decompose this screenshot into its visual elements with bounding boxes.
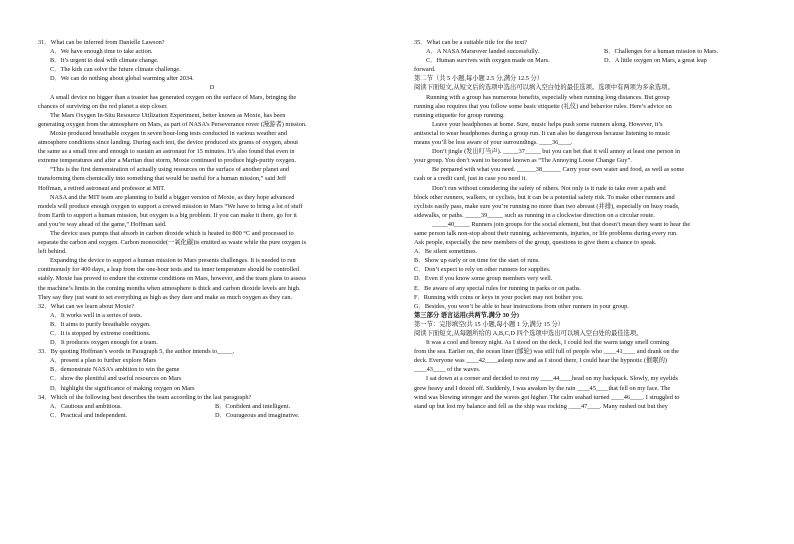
passage-d-line: “This is the first demonstration of actually using resources on the surface of another planet and (50, 166, 290, 174)
section-2-passage-line: running also requires that you follow some basic etiquette (礼仪) and behavior rules. Here’s advice on (414, 102, 672, 110)
section-2-passage-line: running etiquette for group running. (414, 111, 505, 119)
passage-d-line: Moxie produced breathable oxygen in seven hour-long tests conducted in various weather and (50, 129, 287, 137)
passage-d-line: transforming them chemically into something that would be useful for a human mission,” said Jeff (38, 175, 287, 183)
passage-d-letter: D (209, 84, 215, 92)
question-33-stem: 33．By quoting Hoffman’s words in Paragraph 5, the author intends to_____. (38, 348, 235, 356)
question-35-stem: 35．What can be a suitable title for the text? (414, 39, 527, 46)
q33-option-d: D．highlight the significance of making oxygen on Mars (50, 384, 195, 392)
cloze-passage-line: deck. Everyone was ____42____asleep now and as I stood there, I could hear the hypnotic (催眠的) (414, 357, 668, 365)
section-2-passage-line: same person talk non-stop about their running, achievements, injuries, or life problems during every run. (414, 229, 678, 237)
q32-option-c: C．It is stopped by extreme conditions. (50, 330, 151, 337)
q34-option-a: A．Cautious and ambitious. (50, 402, 122, 410)
cloze-passage-line: It was a cool and breezy night. As I stood on the deck, I could feel the warm tangy smell coming (426, 339, 670, 347)
cloze-passage-line: ____43____ of the waves. (414, 366, 481, 374)
passage-d-line: Hoffman, a retired astronaut and professor at MIT. (38, 184, 166, 192)
cloze-passage-line: stand up but lost my balance and fell as the ship was rocking ____47____. Many rushed out but they (414, 402, 668, 410)
q32-option-d: D．It produces oxygen enough for a team. (50, 339, 158, 347)
section-2-passage-line: means you’ll be less aware of your surroundings. ____36____. (414, 139, 573, 147)
q34-option-d: D．Courageous and imaginative. (215, 411, 300, 419)
section-2-passage-line: Ask people, especially the new members of the group, questions to give them a chance to speak. (414, 239, 657, 247)
section-2-passage-line: Be prepared with what you need. ______38______ Carry your own water and food, as well as some (432, 166, 685, 174)
section-2-option-c: C．Don’t expect to rely on other runners for supplies. (414, 266, 551, 274)
section-2-option-d: D．Even if you know some group members very well. (414, 275, 553, 283)
passage-d-line: and you’re way ahead of the game,” Hoffman said. (38, 220, 167, 228)
section-2-passage-line: cyclists easily pass, make sure you’re running no more than two abreast (并排), especially on busy roads, (414, 202, 680, 210)
passage-d-line: The Mars Oxygen In-Situ Resource Utilization Experiment, better known as Moxie, has been (50, 111, 286, 119)
passage-d-line: They say they just want to set everything as high as they dare and make as much oxygen as they can. (38, 293, 293, 301)
passage-d-line: atmosphere conditions since landing. During each test, the device produced six grams of oxygen, about (38, 139, 299, 147)
passage-d-line: models will produce enough oxygen to support a crewed mission to Mars “We have to bring a lot of stuff (38, 202, 303, 210)
section-2-passage-line: Running with a group has numerous benefits, especially when running long distances. But group (426, 93, 670, 101)
q33-option-a: A．present a plan to further explore Mars (50, 357, 156, 365)
passage-d-line: separate the carbon and oxygen. Carbon monoxide(一氧化碳)is emitted as waste while the pure oxygen is (38, 239, 307, 247)
cloze-passage-line: I sat down at a corner and decided to rest my ____44____head on my backpack. Slowly, my eyelids (426, 375, 678, 383)
passage-d-line: the same as a small tree and enough to sustain an astronaut for 15 minutes. It’s also found that even in (38, 148, 295, 156)
q33-option-c: C．show the plentiful and useful resources on Mars (50, 375, 182, 383)
section-2-passage-line: Don’t jingle (发出叮当声). _____37_____ but you can bet that it will annoy at least one person in (432, 148, 681, 156)
q35-option-c: C．Human survives with oxygen made on Mars. (426, 57, 550, 65)
part-3-title: 第三部分 语言运用(共两节,满分 30 分) (414, 311, 519, 319)
section-2-option-e: E．Be aware of any special rules for running in parks or on paths. (414, 284, 581, 292)
passage-d-line: generating oxygen from the atmosphere on Mars, as part of NASA’s Perseverance rover (漫游者) mission. (38, 120, 307, 128)
passage-d-line: A small device no bigger than a toaster has generated oxygen on the surface of Mars, bringing the (50, 93, 297, 101)
section-2-passage-line: _____40_____ Runners join groups for the social element, but that doesn’t mean they want to hear the (432, 220, 691, 228)
q34-option-c: C．Practical and independent. (50, 411, 128, 419)
section-2-title: 第二节（共 5 小题,每小题 2.5 分,满分 12.5 分） (414, 75, 544, 83)
section-2-passage-line: block other runners, walkers, or cyclists, but it can be a potential safety risk. To make other runners and (414, 193, 675, 201)
cloze-passage-line: grew heavy and I dozed off. Suddenly, I was awaken by the rain ____45____that fell on my face. The (414, 384, 671, 392)
passage-d-line: extreme temperatures and after a Martian dust storm, Moxie continued to produce high-purity oxygen. (38, 157, 296, 165)
section-2-option-a: A．Be silent sometimes. (414, 248, 478, 256)
question-31-stem: 31．What can be inferred from Danielle Lawson? (38, 39, 165, 46)
section-2-option-b: B．Show up early or on time for the start of runs. (414, 257, 540, 265)
passage-d-line: Expanding the device to support a human mission to Mars presents challenges. It is needed to run (50, 257, 296, 265)
q35-option-b: B．Challenges for a human mission to Mars. (604, 48, 719, 56)
section-2-option-f: F．Running with coins or keys in your pocket may not bother you. (414, 293, 584, 301)
q32-option-a: A．It works well in a series of tests. (50, 311, 142, 319)
q34-options-row-1 (38, 402, 386, 411)
q31-option-c: C．The kids can solve the future climate challenge. (50, 66, 181, 74)
passage-d-line: left behind. (38, 248, 67, 256)
q34-options-row-2 (38, 411, 386, 420)
q35-options-row-2 (414, 56, 764, 65)
section-2-passage-line: antisocial to wear headphones during a group run. It can also be dangerous because listening to music (414, 129, 671, 137)
q32-option-b: B．It aims to purify breathable oxygen. (50, 320, 151, 328)
passage-d-line: The device uses pumps that absorb in carbon dioxide which is heated to 800 °C and processed to (50, 229, 294, 237)
question-32-stem: 32．What can we learn about Moxie? (38, 302, 134, 310)
q35-option-a: A．A NASA Marsrover landed successfully. (426, 48, 540, 56)
q35-option-d-wrap: forward. (414, 66, 436, 74)
q31-option-b: B．It’s urgent to deal with climate change. (50, 57, 159, 65)
q35-option-d: D．A little oxygen on Mars, a great leap (604, 57, 707, 65)
section-2-option-g: G．Besides, you won’t be able to hear instructions from other runners in your group. (414, 302, 629, 310)
section-2-passage-line: sidewalks, or paths. _____39_____ such as running in a clockwise direction on a circular route. (414, 211, 655, 219)
left-column (38, 38, 386, 420)
passage-d-line: stably. Moxie has proved to endure the extreme conditions on Mars, however, and the team plans to assess (38, 275, 306, 283)
section-2-passage-line: Don’t run without considering the safety of others. Not only is it rude to take over a path and (432, 184, 666, 192)
passage-d-line: NASA and the MIT team are planning to build a bigger version of Moxie, as they hope advanced (50, 193, 295, 201)
part-3-instructions: 阅读下面短文,从每题所给的 A,B,C,D 四个选项中选出可以填入空白处的最佳选项。 (414, 330, 643, 337)
section-2-passage-line: your group. You don’t want to become known as “The Annoying Loose Change Guy”. (414, 157, 632, 165)
passage-d-line: from Earth to support a human mission, but oxygen is a big problem. If you can make it there, go for it (38, 211, 297, 219)
section-2-passage-line: cash or a credit card, just in case you need it. (414, 175, 527, 183)
question-34-stem: 34．Which of the following best describes the team according to the last paragraph? (38, 393, 252, 401)
q35-options-row-1 (414, 47, 764, 56)
cloze-passage-line: wind was blowing stronger and the waves got higher. The calm seahad turned ____46____. I struggled to (414, 393, 680, 401)
section-2-instructions: 阅读下面短文,从短文后的选项中选出可以填入空白处的最佳选项。选项中有两项为多余选项。 (414, 84, 674, 92)
q34-option-b: B．Confident and intelligent. (215, 402, 291, 410)
cloze-passage-line: from the sea. Earlier on, the ocean liner (邮轮) was still full of people who ____41____ and drank on the (414, 348, 679, 356)
right-column (414, 38, 764, 411)
section-2-passage-line: Leave your headphones at home. Sure, music helps push some runners along. However, it’s (432, 120, 663, 128)
q31-option-d: D．We can do nothing about global warming after 2034. (50, 75, 194, 83)
passage-d-line: continuously for 400 days, a leap from the one-hour tests and its inner temperature should be controlled (38, 266, 300, 274)
q31-option-a: A．We have enough time to take action. (50, 48, 153, 56)
q33-option-b: B．demonstrate NASA’s ambition to win the game (50, 366, 180, 374)
part-3-section-1-title: 第一节：完形填空(共 15 小题,每小题 1 分,满分 15 分） (414, 320, 565, 328)
passage-d-line: the machine’s limits in the coming months when atmosphere is thick and carbon dioxide levels are high. (38, 284, 301, 292)
passage-d-line: chances of surviving on the red planet a step closer. (38, 102, 168, 110)
